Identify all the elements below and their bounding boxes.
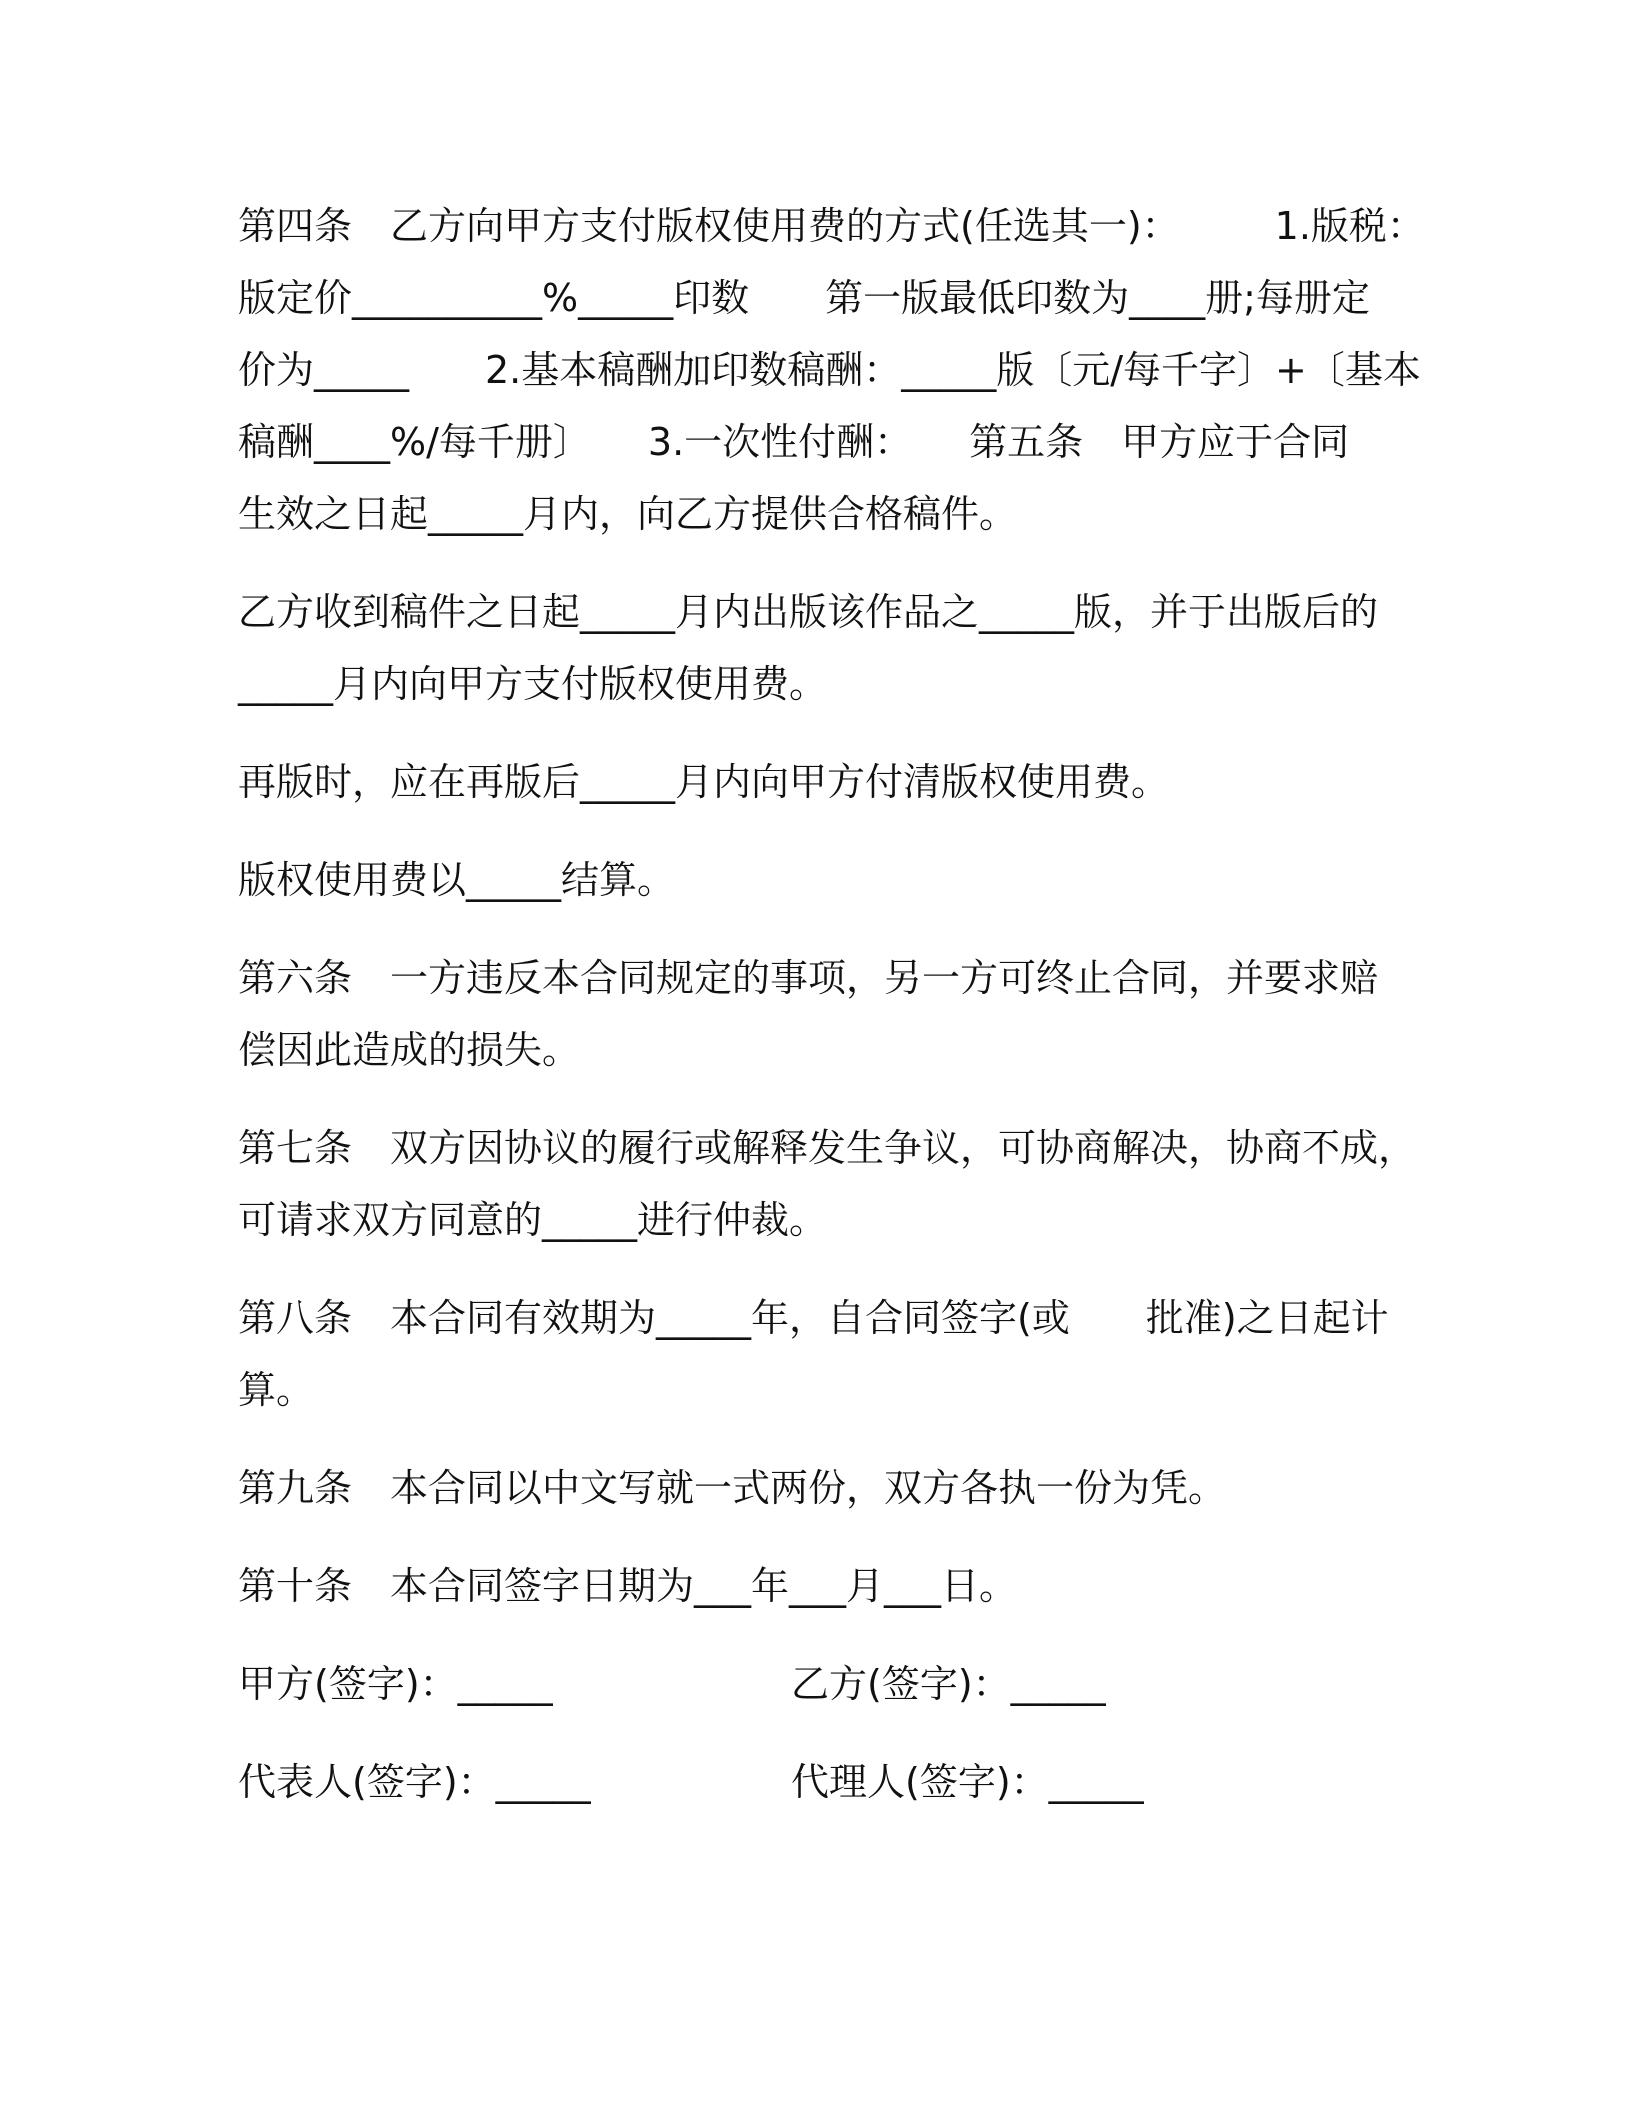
signature-row-representatives xyxy=(238,1746,1398,1818)
article-4-line-3: 价为_____ 2.基本稿酬加印数稿酬：_____版〔元/每千字〕+〔基本 xyxy=(238,348,1421,392)
article-4-line-2: 版定价__________%_____印数 第一版最低印数为____册;每册定 xyxy=(238,276,1370,320)
article-7-line-1: 第七条 双方因协议的履行或解释发生争议，可协商解决，协商不成， xyxy=(238,1126,1417,1170)
settlement-paragraph xyxy=(238,844,1398,916)
article-6-line-1: 第六条 一方违反本合同规定的事项，另一方可终止合同，并要求赔 xyxy=(238,956,1379,1000)
settlement-line: 版权使用费以_____结算。 xyxy=(238,858,676,902)
contract-body xyxy=(238,190,1425,1844)
article-8-line-2: 算。 xyxy=(238,1368,315,1412)
party-b-signature: 乙方(签字)：_____ xyxy=(791,1662,1106,1706)
article-9-line: 第九条 本合同以中文写就一式两份，双方各执一份为凭。 xyxy=(238,1466,1227,1510)
article-6-paragraph xyxy=(238,942,1398,1086)
article-4-line-1: 第四条 乙方向甲方支付版权使用费的方式(任选其一)： 1.版税： xyxy=(238,204,1425,248)
agent-signature: 代理人(签字)：_____ xyxy=(791,1760,1144,1804)
article-7-line-2: 可请求双方同意的_____进行仲裁。 xyxy=(238,1198,828,1242)
party-a-signature: 甲方(签字)：_____ xyxy=(238,1662,553,1706)
article-6-line-2: 偿因此造成的损失。 xyxy=(238,1028,581,1072)
signature-row-parties xyxy=(238,1648,1398,1720)
article-10-paragraph xyxy=(238,1550,1398,1622)
article-8-paragraph xyxy=(238,1282,1398,1426)
publication-paragraph xyxy=(238,576,1398,720)
publication-line-2: _____月内向甲方支付版权使用费。 xyxy=(238,662,828,706)
representative-signature: 代表人(签字)：_____ xyxy=(238,1760,591,1804)
reprint-paragraph xyxy=(238,746,1398,818)
article-4-paragraph xyxy=(238,190,1425,550)
article-10-line: 第十条 本合同签字日期为___年___月___日。 xyxy=(238,1564,1018,1608)
article-7-paragraph xyxy=(238,1112,1417,1256)
article-4-line-5: 生效之日起_____月内，向乙方提供合格稿件。 xyxy=(238,492,1018,536)
article-4-line-4: 稿酬____%/每千册〕 3.一次性付酬： 第五条 甲方应于合同 xyxy=(238,420,1350,464)
publication-line-1: 乙方收到稿件之日起_____月内出版该作品之_____版，并于出版后的 xyxy=(238,590,1379,634)
article-8-line-1: 第八条 本合同有效期为_____年，自合同签字(或 批准)之日起计 xyxy=(238,1296,1389,1340)
article-9-paragraph xyxy=(238,1452,1398,1524)
reprint-line: 再版时，应在再版后_____月内向甲方付清版权使用费。 xyxy=(238,760,1170,804)
